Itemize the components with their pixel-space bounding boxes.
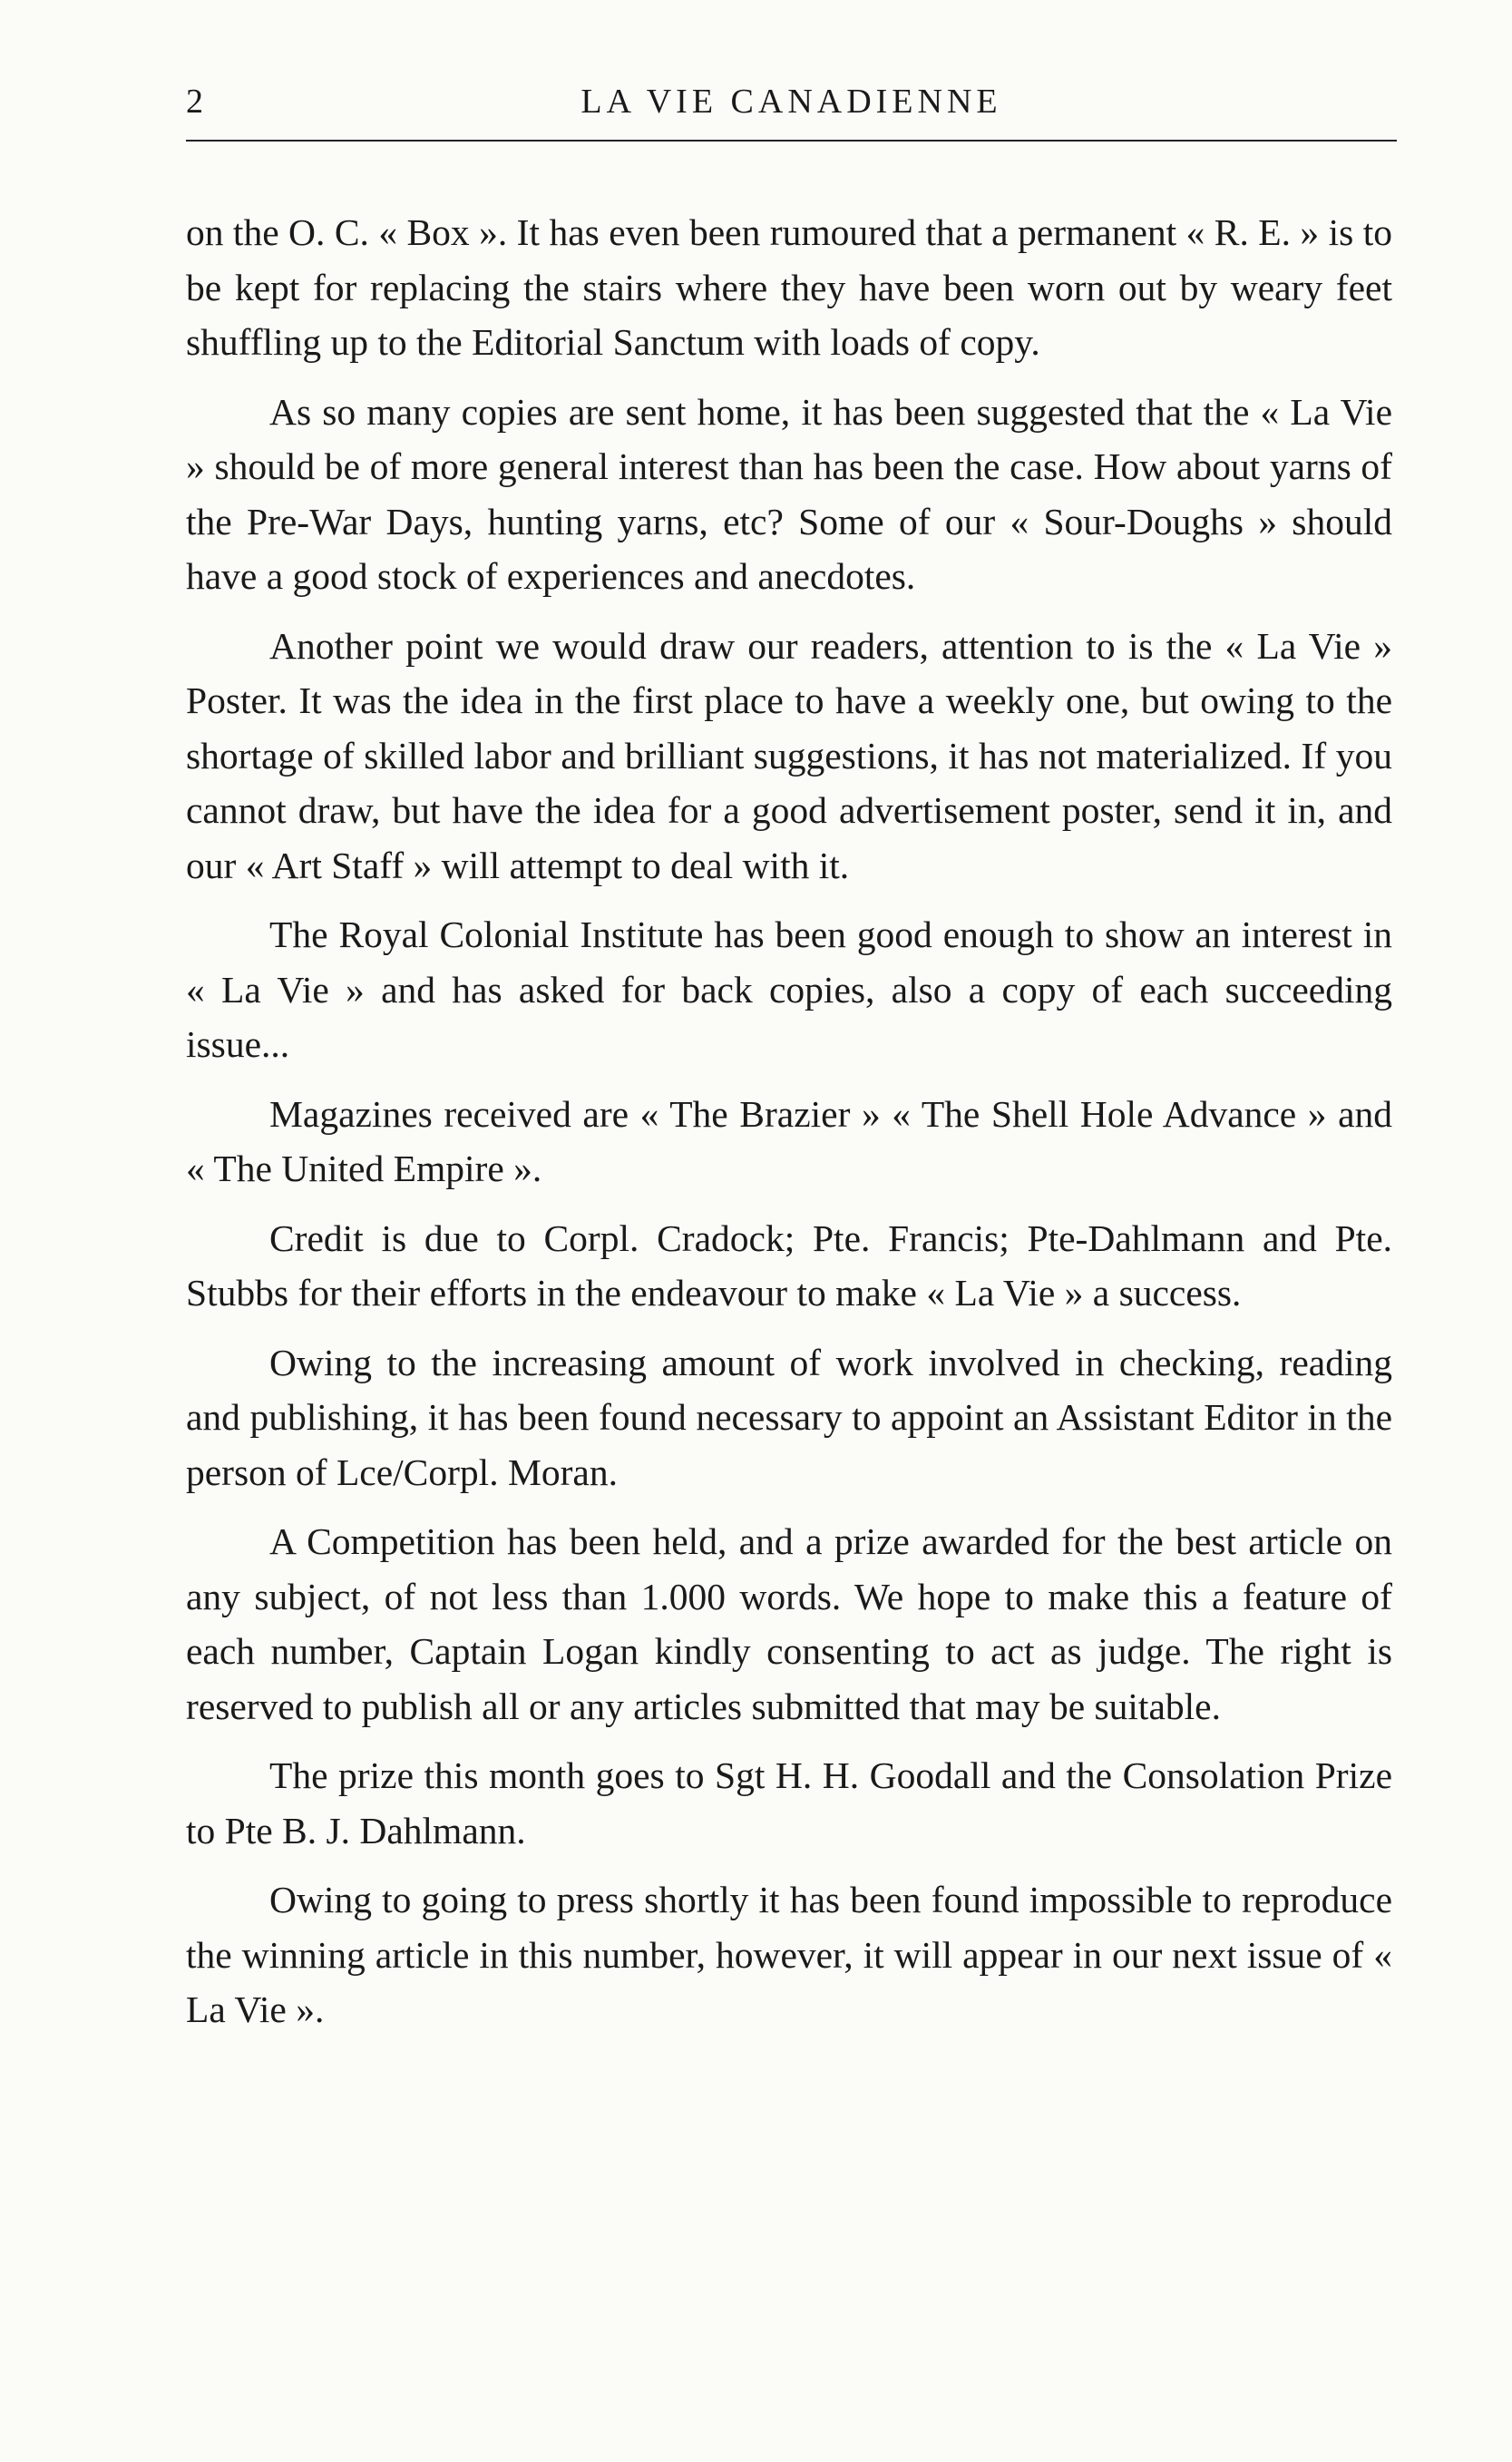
paragraph-general-interest: As so many copies are sent home, it has been suggested that the « La Vie » should be of more general interest than has been the case. How about yarns of the Pre-War Days, hunting yarns, etc? Some of our « Sour-Doughs » should have a good stock of experiences and anecdotes. (186, 390, 1392, 597)
paragraph-assistant-editor: Owing to the increasing amount of work involved in checking, reading and publishing, it has been found necessary to appoint an Assistant Editor in the person of Lce/Corpl. Moran. (186, 1341, 1392, 1493)
page-header (186, 78, 1397, 132)
paragraph-credits: Credit is due to Corpl. Cradock; Pte. Francis; Pte-Dahlmann and Pte. Stubbs for their efforts in the endeavour to make « La Vie » a success. (186, 1216, 1392, 1314)
running-title: LA VIE CANADIENNE (580, 83, 1002, 121)
paragraph-poster: Another point we would draw our readers, attention to is the « La Vie » Poster. It was the idea in the first place to have a weekly one, but owing to the shortage of skilled labor and brilliant suggestions, it has not materialized. If you cannot draw, but have the idea for a good advertisement poster, send it in, and our « Art Staff » will attempt to deal with it. (186, 624, 1392, 886)
paragraph-next-issue: Owing to going to press shortly it has been found impossible to reproduce the winning article in this number, however, it will appear in our next issue of « La Vie ». (186, 1879, 1392, 2030)
article-body (186, 205, 1392, 2052)
paragraph-royal-colonial-institute: The Royal Colonial Institute has been good enough to show an interest in « La Vie » and has asked for back copies, also a copy of each succeeding issue... (186, 913, 1392, 1065)
paragraph-prize-winners: The prize this month goes to Sgt H. H. Goodall and the Consolation Prize to Pte B. J. Dahlmann. (186, 1754, 1392, 1851)
page-number: 2 (186, 83, 203, 121)
header-rule (186, 140, 1397, 142)
paragraph-continuation: on the O. C. « Box ». It has even been rumoured that a permanent « R. E. » is to be kept for replacing the stairs where they have been worn out by weary feet shuffling up to the Editorial Sanctum with loads of copy. (186, 211, 1392, 363)
paragraph-competition: A Competition has been held, and a prize awarded for the best article on any subject, of not less than 1.000 words. We hope to make this a feature of each number, Captain Logan kindly consenting to act as judge. The right is reserved to publish all or any articles submitted that may be suitable. (186, 1520, 1392, 1727)
paragraph-magazines-received: Magazines received are « The Brazier » « The Shell Hole Advance » and « The United Empire ». (186, 1092, 1392, 1189)
